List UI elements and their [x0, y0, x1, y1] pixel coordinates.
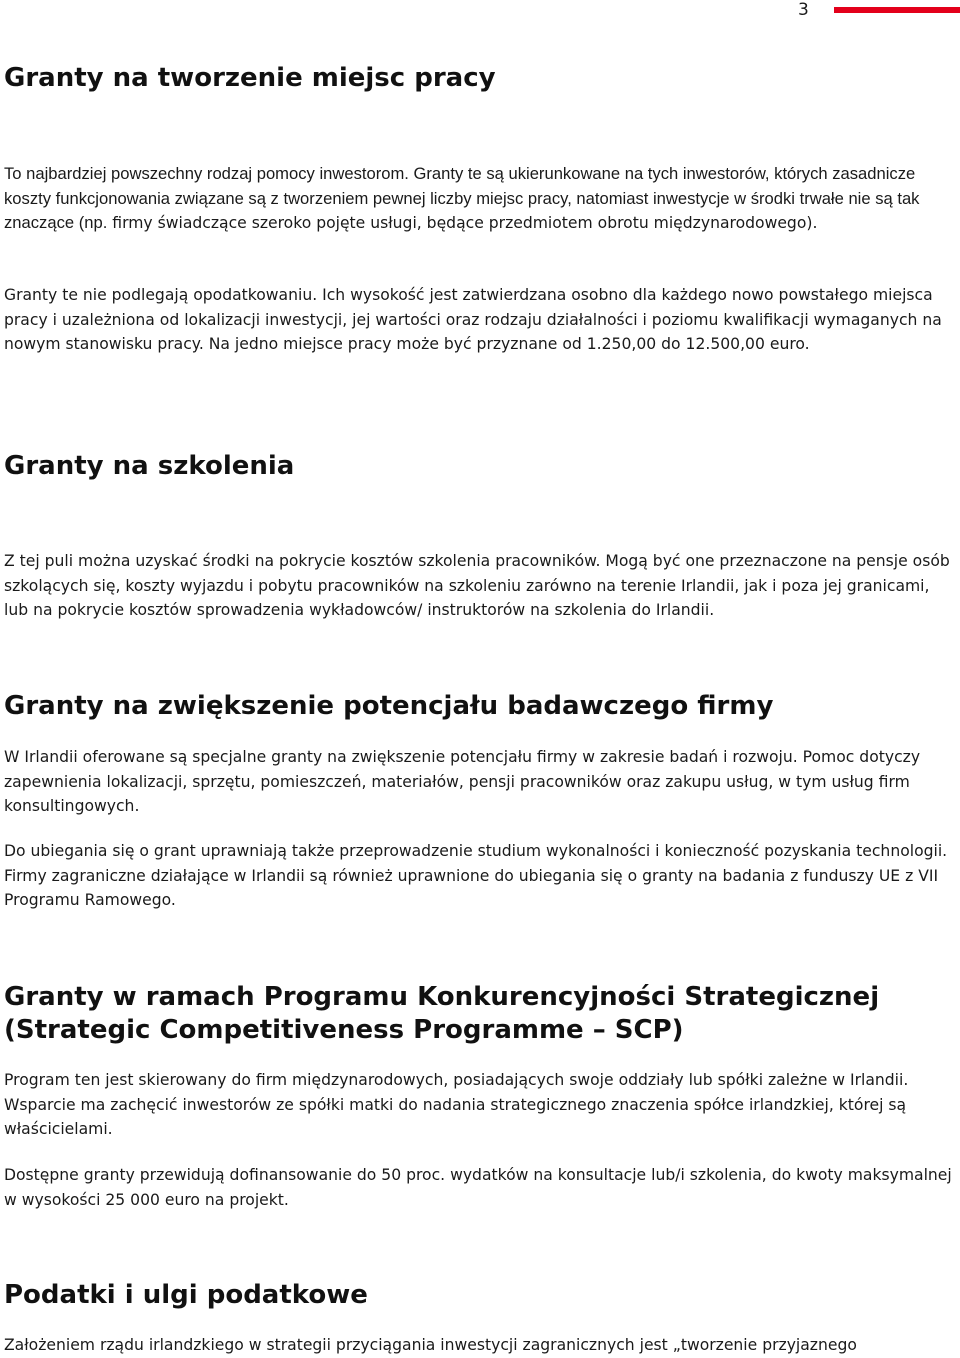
paragraph-scp-2: Dostępne granty przewidują dofinansowanie do 50 proc. wydatków na konsultacje lub/i szkolenia, do kwoty maksymalnej w wysokości 25 000 euro na projekt.: [4, 1166, 952, 1209]
paragraph-podatki: Założeniem rządu irlandzkiego w strategii przyciągania inwestycji zagranicznych jest „tworzenie przyjaznego: [4, 1336, 857, 1354]
paragraph-badawcze-1: W Irlandii oferowane są specjalne granty na zwiększenie potencjału firmy w zakresie badań i rozwoju. Pomoc dotyczy zapewnienia lokalizacji, sprzętu, pomieszczeń, materiałów, pensji pracowników oraz zakupu usług, w tym usług firm konsultingowych.: [4, 748, 921, 815]
heading-granty-szkolenia: Granty na szkolenia: [4, 451, 295, 481]
paragraph-badawcze-2: Do ubiegania się o grant uprawniają także przeprowadzenie studium wykonalności i konieczność pozyskania technologii. Firmy zagraniczne działające w Irlandii są również uprawnione do ubiegania się o granty na badania z funduszy UE z VII Programu Ramowego.: [4, 842, 948, 909]
header-accent-bar: [834, 7, 960, 13]
paragraph-scp-1: Program ten jest skierowany do firm międzynarodowych, posiadających swoje oddziały lub spółki zależne w Irlandii. Wsparcie ma zachęcić inwestorów ze spółki matki do nadania strategicznego znaczenia spółce irlandzkiej, której są właścicielami.: [4, 1071, 909, 1138]
heading-podatki: Podatki i ulgi podatkowe: [4, 1280, 368, 1310]
paragraph-szkolenia: Z tej puli można uzyskać środki na pokrycie kosztów szkolenia pracowników. Mogą być one przeznaczone na pensje osób szkolących się, koszty wyjazdu i pobytu pracowników na szkoleniu zarówno na terenie Irlandii, jak i poza jej granicami, lub na pokrycie kosztów sprowadzenia wykładowców/ instruktorów na szkolenia do Irlandii.: [4, 552, 950, 619]
paragraph-miejsca-pracy-intro-part1: To najbardziej powszechny rodzaj pomocy inwestorom. Granty te są ukierunkowane na tych inwestorów, których zasadnicze koszty funkcjonowania związane są z tworzeniem pewnej liczby miejsc pracy, natomiast inwestycje w środki trwałe nie są tak znaczące (np.: [4, 164, 920, 232]
heading-granty-miejsca-pracy: Granty na tworzenie miejsc pracy: [4, 63, 496, 93]
heading-granty-scp: Granty w ramach Programu Konkurencyjności Strategicznej (Strategic Competitiveness Programme – SCP): [4, 982, 880, 1045]
paragraph-miejsca-pracy-intro: [4, 162, 956, 236]
page-number: 3: [798, 0, 809, 20]
paragraph-miejsca-pracy-amounts: Granty te nie podlegają opodatkowaniu. Ich wysokość jest zatwierdzana osobno dla każdego nowo powstałego miejsca pracy i uzależniona od lokalizacji inwestycji, jej wartości oraz rodzaju działalności i poziomu kwalifikacji wymaganych na nowym stanowisku pracy. Na jedno miejsce pracy może być przyznane od 1.250,00 do 12.500,00 euro.: [4, 286, 942, 353]
paragraph-miejsca-pracy-intro-part2: firmy świadczące szeroko pojęte usługi, będące przedmiotem obrotu międzynarodowego).: [107, 214, 818, 232]
heading-granty-badawcze: Granty na zwiększenie potencjału badawczego firmy: [4, 691, 774, 721]
